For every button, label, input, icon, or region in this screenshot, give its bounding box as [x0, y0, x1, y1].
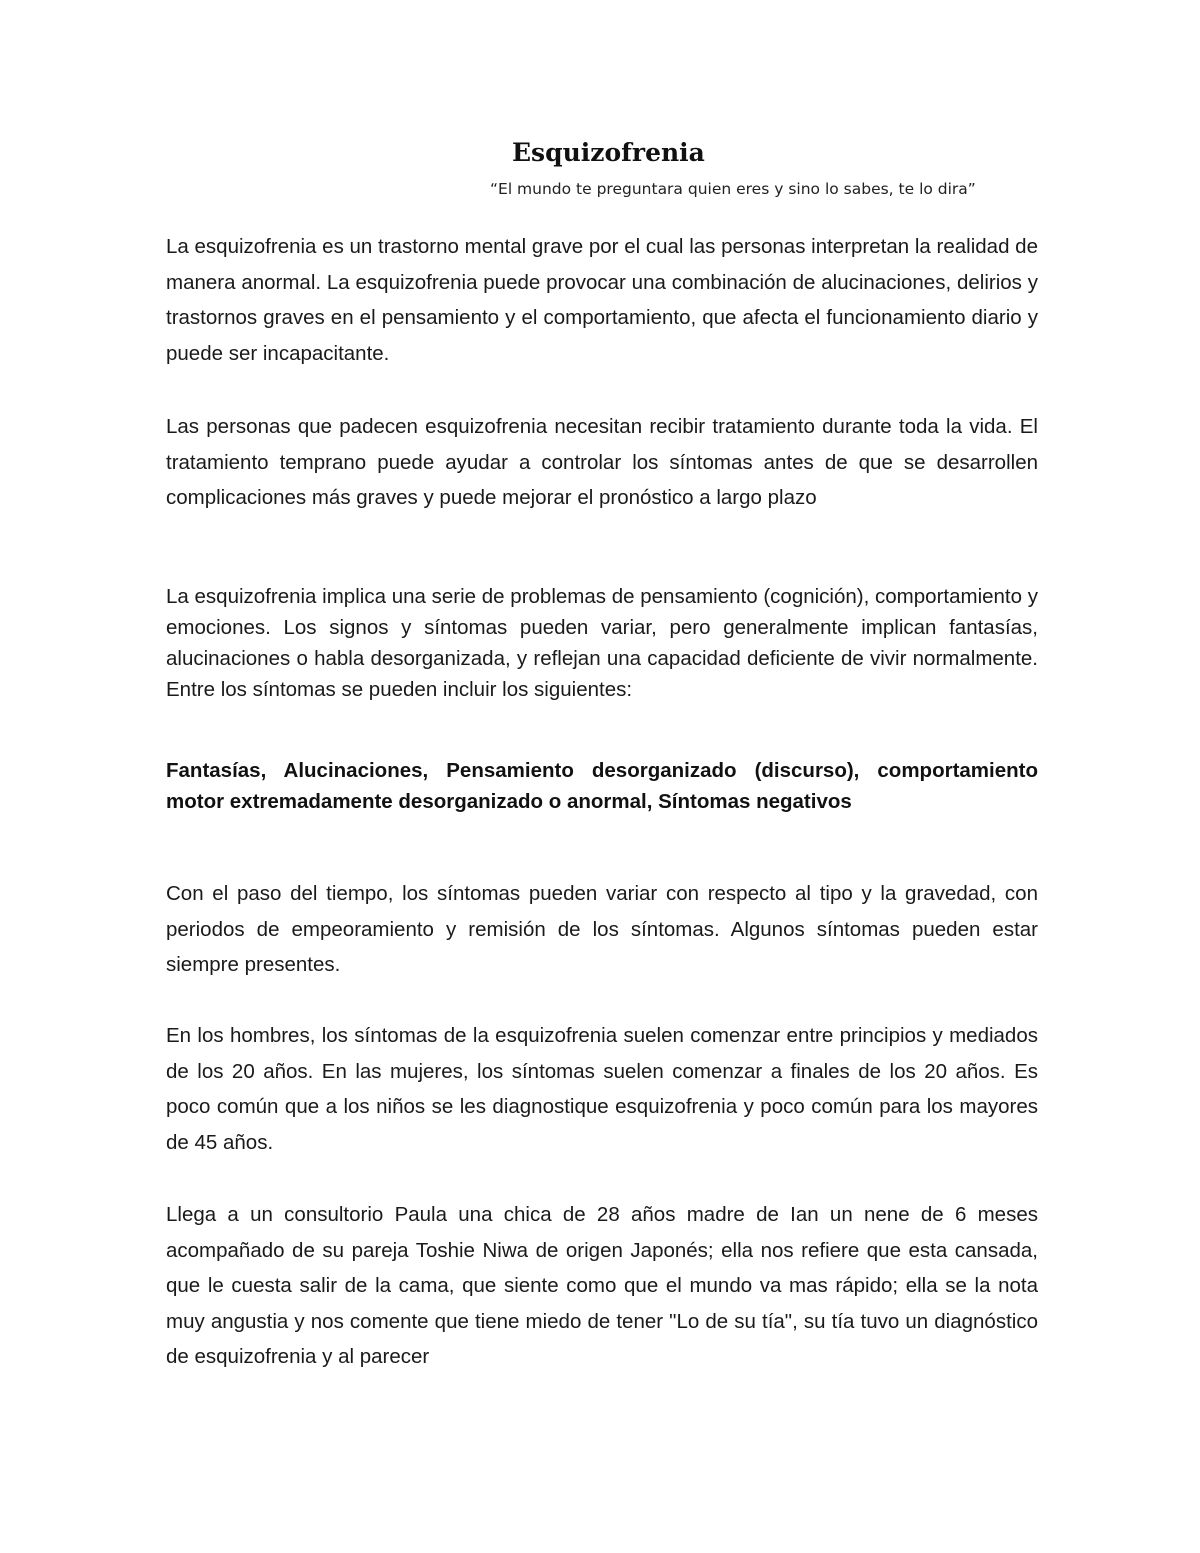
paragraph-onset-age: En los hombres, los síntomas de la esquizofrenia suelen comenzar entre principios y mediados de los 20 años. En las mujeres, los síntomas suelen comenzar a finales de los 20 años. Es poco común que a los niños se les diagnostique esquizofrenia y poco común para los mayores de 45 años. [166, 1024, 1038, 1154]
epigraph-quote: “El mundo te preguntara quien eres y sino lo sabes, te lo dira” [490, 180, 976, 198]
paragraph-case-study: Llega a un consultorio Paula una chica de 28 años madre de Ian un nene de 6 meses acompañado de su pareja Toshie Niwa de origen Japonés; ella nos refiere que esta cansada, que le cuesta salir de la cama, que siente como que el mundo va mas rápido; ella se la nota muy angustia y nos comente que tiene miedo de tener "Lo de su tía", su tía tuvo un diagnóstico de esquizofrenia y al parecer [166, 1203, 1038, 1368]
paragraph-symptom-variation: Con el paso del tiempo, los síntomas pueden variar con respecto al tipo y la gravedad, con periodos de empeoramiento y remisión de los síntomas. Algunos síntomas pueden estar siempre presentes. [166, 882, 1038, 976]
paragraph-definition: La esquizofrenia es un trastorno mental grave por el cual las personas interpretan la realidad de manera anormal. La esquizofrenia puede provocar una combinación de alucinaciones, delirios y trastornos graves en el pensamiento y el comportamiento, que afecta el funcionamiento diario y puede ser incapacitante. [166, 235, 1038, 365]
document-title: Esquizofrenia [512, 138, 705, 167]
paragraph-treatment: Las personas que padecen esquizofrenia necesitan recibir tratamiento durante toda la vida. El tratamiento temprano puede ayudar a controlar los síntomas antes de que se desarrollen complicaciones más graves y puede mejorar el pronóstico a largo plazo [166, 415, 1038, 509]
paragraph-symptoms-list: Fantasías, Alucinaciones, Pensamiento desorganizado (discurso), comportamiento motor extremadamente desorganizado o anormal, Síntomas negativos [166, 759, 1038, 813]
paragraph-symptoms-intro: La esquizofrenia implica una serie de problemas de pensamiento (cognición), comportamiento y emociones. Los signos y síntomas pueden variar, pero generalmente implican fantasías, alucinaciones o habla desorganizada, y reflejan una capacidad deficiente de vivir normalmente. Entre los síntomas se pueden incluir los siguientes: [166, 585, 1038, 701]
